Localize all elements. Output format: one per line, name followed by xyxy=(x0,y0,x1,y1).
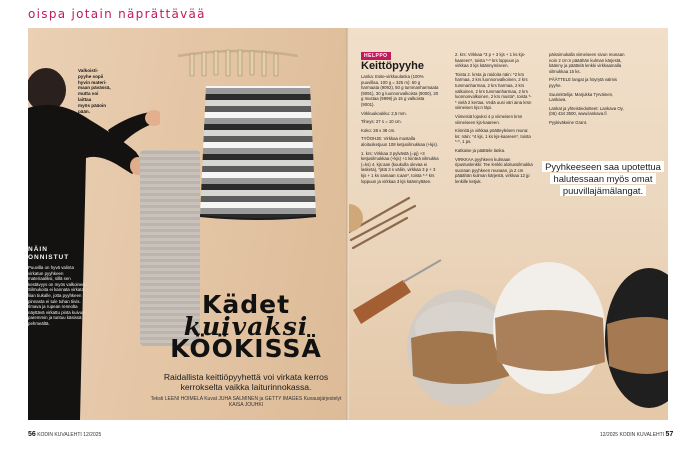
difficulty-badge: HELPPO xyxy=(361,52,391,60)
folio-text: KODIN KUVALEHTI 12/2025 xyxy=(37,432,102,438)
pattern-paragraph: Lanka: Esite-virkkuulanka (100% puuvillaa, 100 g = 325 m): 50 g harmaata (9092), 50 g tummanharmaata (9091), 30 g luonnonvalkoista (9000), 20 g mustaa (9999) ja 15 g valkoista (9001). xyxy=(361,74,439,107)
pattern-paragraph: 2. krs: Virkkaa *3 p + 3 kjs + 1 ks kjs-kaareen*, toista *-* krs loppuun ja virkkaa 3 kjs käännymiseen. xyxy=(455,52,526,69)
pattern-column-2 xyxy=(455,52,533,187)
headline-line-1: Kädet xyxy=(201,290,291,319)
pattern-paragraph: PÄÄTTELE langat ja höyrytä valmis pyyhe. xyxy=(549,77,618,88)
pattern-paragraph: VIRKKAA pyyhkeen kulmaan ripustuslenkki: Tee lenkki aloitussilmukka suoraan pyyhkeen reunaan, ja 2 cm pääähän kulman kärjestä, virkkaa 12 jp lenkille ketjuk. xyxy=(455,156,533,184)
pattern-paragraph: Kiinnitä ja virkkaa pöätteyleisen reuna: ks: näin: *4 kjs, 1 ks kjs-kaareen*, toista *-*, 1 ps. xyxy=(455,128,531,145)
caption-line: mutta voi xyxy=(78,91,99,97)
tips-sidebar xyxy=(28,246,88,327)
caption-line: laittaa xyxy=(78,96,92,102)
pattern-paragraph: päissimukalla viimeiseen sivun reunaan noin 2 cm:n pääähän kulman kärjestä, käänny ja päättelä lenkki virkkaamalla silmukkaa 15 ks. xyxy=(549,52,625,74)
crocheted-stripe-towel xyxy=(198,82,318,222)
sidebar-body: Puuvilla on hyvä valinta virkatun pyyhkeen materiaaliksi, sillä sen kestävyys on myös valkoinen. Silmukoita ei kannata virkata liian tiukalle, jotta pyyhkeen pinnasta ei tule tuhan tiivis. Ilmava ja rupean rennolta näyttävä virkattu pinta kuivuu paremmin ja tuntuu käsissä pehmeältä. xyxy=(28,265,87,326)
pattern-paragraph: Tiheys: 27 s = 10 cm. xyxy=(361,119,402,125)
pattern-paragraph: 1. krs: Virkkaa 3 pylvästä (=pj) +3 ketjusilmukkaa (+kjs) +1 kiinteä silmukka (=ks) 4. kjs:aan (kuukulla olevaa ei lasketa), *jätä 3 s väliin, virkkaa 3 p + 3 kjs + 1 ks samaan s:aan*, toista *-* krs loppuun ja virkkaa 3 kjs käännyttäen. xyxy=(361,150,439,184)
sidebar-title: NÄIN ONNISTUT xyxy=(28,246,70,261)
caption-line: hyvin materi- xyxy=(78,79,107,85)
pattern-title: Keittöpyyhe xyxy=(361,60,424,72)
page-number: 56 xyxy=(28,431,36,438)
caption-line: myös pääoin xyxy=(78,102,107,108)
folio-right xyxy=(600,431,673,438)
pattern-paragraph: Katkaise ja päättele lanka. xyxy=(455,147,506,153)
article-credits: Teksti LEENI HOIMELA Kuvat JUHA SALMINEN ja GETTY IMAGES Kuvausjärjestelyt KAISA JOUHKI xyxy=(150,396,342,409)
article-deck: Raidallista keittiöpyyhettä voi virkata kerros kerrokselta vaikka laiturinnokassa. xyxy=(163,372,329,393)
pattern-paragraph: Virkkuukoukku: 2,5 mm. xyxy=(361,110,407,116)
left-page xyxy=(28,28,346,420)
pattern-paragraph: Lankat ja yhteistiedoitteet: Lankava Oy, (06) 434 3500, www.lankava.fi xyxy=(549,105,624,117)
caption-line: pyyhe sopii xyxy=(78,73,104,79)
white-yarn-ball xyxy=(493,262,605,394)
pattern-paragraph: Viimeisiä lopuksi 4 p viimeisen krsn viimeiseen kjs-kaareen. xyxy=(455,113,523,125)
caption-line: pään. xyxy=(78,108,90,114)
caption-line: maan pävässä, xyxy=(78,85,111,91)
caption-line: Valkoisti- xyxy=(78,68,99,73)
pattern-column-3 xyxy=(549,52,627,129)
clothes-hanger xyxy=(178,46,298,86)
pattern-paragraph: Koko: 38 x 38 cm. xyxy=(361,127,396,133)
pattern-paragraph: Pyykiväkeine Grant. xyxy=(549,119,588,125)
pattern-paragraph: Suunnittelija: Marjukka Tyrväinen, Lankava. xyxy=(549,91,614,103)
article-headline xyxy=(146,290,346,363)
yarn-balls-photo xyxy=(349,178,668,420)
pattern-column-1 xyxy=(361,74,439,187)
black-yarn-ball xyxy=(605,268,668,408)
photo-caption xyxy=(78,68,144,114)
pattern-paragraph: TYÖOHJE: Virkkaa mustalla aloitusketjuun 108 ketjusilmukkaa (+kjs). xyxy=(361,136,439,147)
pattern-paragraph: Toista 2. krsta ja raidoita näin: *2 krs harmaa, 2 krs luonnonvalkoinen, 2 krs tummanharmaa, 2 krs harmaa, 2 krs valkoinen, 2 krs tummanharmaa, 2 krs luonnonvalkoinen, 2 krs musta*, toista *-* vielä 2 kertaa. Vedä uusi väri aina krsn viimeisen kjs:n läpi. xyxy=(455,71,532,111)
headline-line-2: kuivaksi xyxy=(183,312,309,341)
folio-text: 12/2025 KODIN KUVALEHTI xyxy=(600,432,665,438)
headline-line-3: KÖÖKISSÄ xyxy=(170,334,322,363)
right-page xyxy=(349,28,668,420)
pull-quote-text: Pyyhkeeseen saa upotettua halutessaan myös omat puuvillajämälangat. xyxy=(542,161,664,196)
section-title: oispa jotain näprättävää xyxy=(28,7,206,21)
folio-left xyxy=(28,431,101,438)
page-number: 57 xyxy=(665,431,674,438)
gray-yarn-ball xyxy=(407,290,511,406)
